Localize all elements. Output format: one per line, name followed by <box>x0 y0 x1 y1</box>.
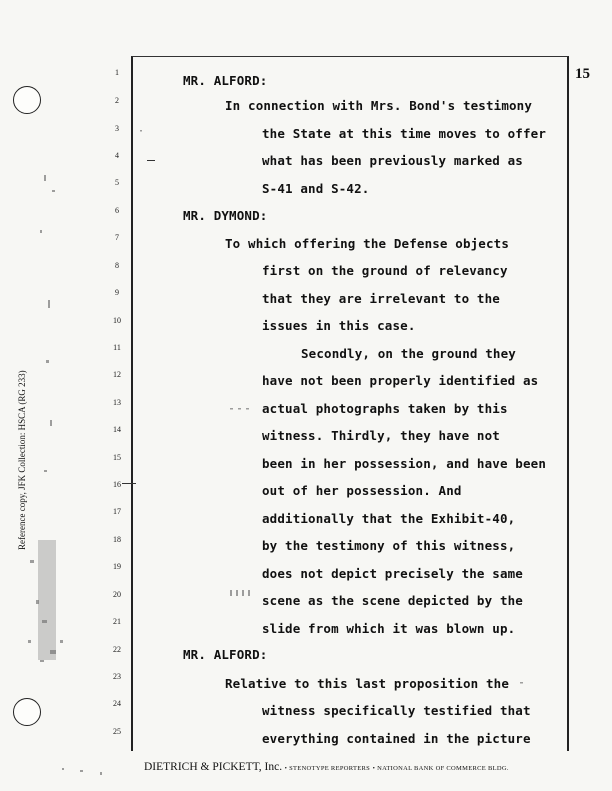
transcript-line: have not been properly identified as <box>262 373 539 388</box>
transcript-line: out of her possession. And <box>262 483 462 498</box>
transcript-line: everything contained in the picture <box>262 731 531 746</box>
punch-hole-bottom <box>13 698 41 726</box>
transcript-line: S-41 and S-42. <box>262 181 370 196</box>
transcript-line: what has been previously marked as <box>262 153 523 168</box>
line-number: 19 <box>113 562 121 571</box>
line-number: 20 <box>113 590 121 599</box>
line-number: 10 <box>113 316 121 325</box>
line-number: 22 <box>113 645 121 654</box>
footer-separator-dot: • <box>372 765 378 772</box>
line-number: 1 <box>115 68 119 77</box>
transcript-line: issues in this case. <box>262 318 416 333</box>
line-number: 23 <box>113 672 121 681</box>
line-number: 6 <box>115 206 119 215</box>
line-number: 24 <box>113 699 121 708</box>
line-number: 3 <box>115 124 119 133</box>
line-number: 2 <box>115 96 119 105</box>
side-stamp-text: Reference copy, JFK Collection: HSCA (RG 233) <box>17 370 27 550</box>
punch-hole-top <box>13 86 41 114</box>
transcript-line: been in her possession, and have been <box>262 456 546 471</box>
line-number: 9 <box>115 288 119 297</box>
transcript-line: actual photographs taken by this <box>262 401 508 416</box>
speaker-label: MR. ALFORD: <box>183 647 268 662</box>
margin-mark <box>147 160 155 161</box>
line-number: 8 <box>115 261 119 270</box>
line-number: 16 <box>113 480 121 489</box>
transcript-line: the State at this time moves to offer <box>262 126 546 141</box>
line-number: 18 <box>113 535 121 544</box>
reporter-firm: DIETRICH & PICKETT, Inc. <box>144 761 283 773</box>
line-number: 11 <box>113 343 121 352</box>
line-number: 14 <box>113 425 121 434</box>
transcript-line: Relative to this last proposition the <box>225 676 509 691</box>
line-number: 17 <box>113 507 121 516</box>
transcript-line: by the testimony of this witness, <box>262 538 516 553</box>
page-number: 15 <box>575 66 590 82</box>
line-number: 7 <box>115 233 119 242</box>
line-number: 25 <box>113 727 121 736</box>
footer-separator-dot: • <box>284 765 290 772</box>
side-stamp <box>17 250 35 550</box>
transcript-line: scene as the scene depicted by the <box>262 593 523 608</box>
transcript-line: that they are irrelevant to the <box>262 291 500 306</box>
transcript-line: slide from which it was blown up. <box>262 621 516 636</box>
line-number: 15 <box>113 453 121 462</box>
line-number: 13 <box>113 398 121 407</box>
reporter-address: NATIONAL BANK OF COMMERCE BLDG. <box>377 765 509 772</box>
transcript-line: witness. Thirdly, they have not <box>262 428 500 443</box>
transcript-line: additionally that the Exhibit-40, <box>262 511 516 526</box>
speaker-label: MR. ALFORD: <box>183 73 268 88</box>
line-number: 5 <box>115 178 119 187</box>
transcript-line: witness specifically testified that <box>262 703 531 718</box>
reporter-service: STENOTYPE REPORTERS <box>289 765 371 772</box>
transcript-line: first on the ground of relevancy <box>262 263 508 278</box>
page-footer <box>144 761 509 773</box>
line-number: 4 <box>115 151 119 160</box>
transcript-line: In connection with Mrs. Bond's testimony <box>225 98 533 113</box>
transcript-line: does not depict precisely the same <box>262 566 523 581</box>
line-number: 21 <box>113 617 121 626</box>
speaker-label: MR. DYMOND: <box>183 208 268 223</box>
transcript-line: To which offering the Defense objects <box>225 236 509 251</box>
line-number: 12 <box>113 370 121 379</box>
transcript-line: Secondly, on the ground they <box>301 346 516 361</box>
